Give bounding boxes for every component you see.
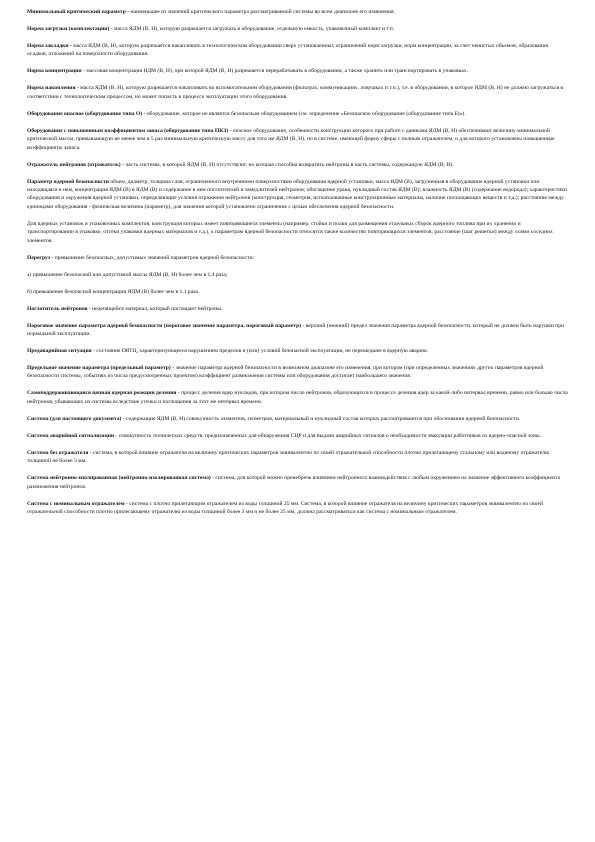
definition-text: - оборудование, которое не является безопасным оборудованием (см. определение «Безопасное оборудование (оборудование типа Б)»). [142,110,466,117]
definition-paragraph [27,305,568,313]
definition-term: Норма закладки [27,43,69,49]
definition-paragraph [27,67,568,75]
definition-term: Норма концентрации [27,68,82,75]
definition-text: - наименьшее из значений критического параметра рассматриваемой системы во всем диапазоне его изменения. [125,9,395,15]
definition-paragraph [27,110,568,118]
definition-paragraph [27,127,568,152]
definition-paragraph [27,25,568,33]
definition-paragraph [27,161,568,169]
definition-term: Предельное значение параметра (предельный параметр) [27,365,171,372]
definition-term: Оборудование опасное (оборудование типа О) [27,110,143,117]
definition-term: Система без отражателя [27,449,89,456]
definition-term: Система с номинальным отражателем [27,500,125,507]
definition-term: Самоподдерживающаяся цепная ядерная реакция деления [27,390,177,397]
definition-paragraph [27,474,568,491]
definition-text: - массовая концентрация ЯДМ (В, Н), при которой ЯДМ (В, Н) разрешается перерабатывать в оборудовании, а также хранить или транспортировать в упаковках. [81,68,468,75]
definition-text: - система, для которой можно пренебречь влиянием нейтронного взаимодействия с любым окружением на значение эффективного коэффициента размножения нейтронов. [27,475,560,490]
list-item [27,288,568,296]
definition-text: - процесс деления ядер нуклидов, при котором число нейтронов, образующихся в процессе деления ядер за какой-либо интервал времени, равно или больше числа нейтронов, убывающих из системы вследствие утечки и поглощения за этот же интервал времени. [27,390,568,405]
definition-term: Параметр ядерной безопасности [27,178,109,185]
definition-term: Норма загрузки (комплектации) [27,26,110,32]
definition-text: - недепящийся материал, который поглощает нейтроны. [87,305,223,312]
list-item [27,271,568,279]
definition-text: - верхний (нижний) предел значения параметра ядерной безопасности, который не должен быть нарушен при нормальной эксплуатации. [27,322,565,338]
definition-text: - масса ЯДМ (В, Н), которую разрешается накапливать во вспомогательном оборудовании (фильтрах, коммуникациях, ловушках и т.п.), т.е. в оборудовании, в которое ЯДМ (В, Н) не должно загружаться в соответствии с технологическим процессом, но может попасть в процессе эксплуатации этого оборудования. [27,85,564,100]
definition-text: - система, в которой влияние отражателя на величину критических параметров эквивалентно по своей отражательной способности плотно прилегающему стальному или водяному отражателю толщиной не более 3 мм. [27,449,550,465]
definition-text: - содержащие ЯДМ (В, Н) совокупность элементов, геометрия, материальный и нуклидный состав которых рассматриваются при обосновании ядерной безопасности. [121,415,521,422]
definition-text: - масса ЯДМ (В, Н), которую разрешается накапливать в технологическом оборудовании сверх установленных ограничений норм загрузки, норм концентрации, за счет пенистых объемов, образования осадков, отложений на поверхности оборудования. [27,43,549,58]
definition-term: Отражатель нейтронов (отражатель) [27,161,121,168]
definition-paragraph [27,322,568,339]
definition-paragraph [27,254,568,262]
definition-text: объем, диаметр, толщина слоя, ограниченного внутренними поверхностями оборудования ядерной установки, масса ЯДМ (В), загруженная в оборудование ядерной установки или находящаяся в нем, концентрация ЯДМ (В) в ЯДМ (В) и содержание в нем поглотителей и замедлителей нейтронов; обогащение урана, нуклидный состав ЯДМ (В); влажность ЯДМ (В) (содержание водорода); характеристики оборудования и окружения ядерной установки, определяющие условия отражения нейтронов (конструкция, геометрия, использованные конструкционные материалы, наличие поглощающих веществ и т.д.); расстояние между единицами оборудования - физическая величина (параметр), для значения которой установлено ограничение с целью обеспечения ядерной безопасности. [27,178,568,210]
definition-text: - состояние ОЯТЦ, характеризующееся нарушением пределов и (или) условий безопасной эксплуатации, не перешедшее в ядерную аварию. [91,348,429,355]
definition-paragraph [27,432,568,440]
definition-paragraph [27,415,568,423]
definition-paragraph [27,8,568,16]
definition-paragraph [27,347,568,355]
definition-term: Система (для настоящего документа) [27,415,122,422]
definition-term: Оборудование с повышенным коэффициентом запаса (оборудование типа ПКЗ) [27,127,229,134]
list-item-text: б) превышение безопасной концентрации ЯДМ (В) более чем в 1,1 раза. [27,288,200,295]
definition-text: - опасное оборудование, особенности конструкции которого при работе с данными ЯДМ (В, Н) обеспечивают величину минимальной критической массы, превышающую не менее чем в 5 раз минимальную критическую массу для того же ЯДМ (В, Н), но в системе, имеющей форму сферы с полным отражателем, и для которого установлены повышенные коэффициенты запаса. [27,127,555,151]
definition-paragraph [27,389,568,406]
definition-term: Минимальный критический параметр [27,9,126,15]
definition-term: Система аварийной сигнализации [27,432,115,439]
definition-text: - масса ЯДМ (В, Н), которую разрешается загружать в оборудование, отдельную емкость, упаковочный комплект и т.п. [109,26,395,32]
definition-term: Поглотитель нейтронов [27,305,88,312]
definition-text: - превышение безопасных, допустимых значений параметров ядерной безопасности: [50,254,255,261]
definition-term: Предаварийная ситуация [27,348,92,355]
definition-paragraph [27,500,568,517]
definition-paragraph [27,449,568,466]
definition-text: - часть системы, в которой ЯДМ (В, Н) отсутствуют, но которая способна возвратить нейтроны в часть системы, содержащую ЯДМ (В, Н). [120,161,454,168]
definition-text: - система с плотно прилегающим отражателем из воды толщиной 25 мм. Система, в которой влияние отражателя на величину критических параметров эквивалентно по своей отражательной способности плотно прилегающему отражателю из воды толщиной более 3 мм и не более 25 мм, должна рассматриваться как система с номинальным отражателем. [27,500,543,516]
definition-text: - совокупность технических средств, предназначенных для обнаружения СЦР и для выдачи аварийных сигналов о необходимости эвакуации работников из ядерно-опасной зоны. [114,432,542,439]
definition-term: Пороговое значение параметра ядерной безопасности (пороговое значение параметра, пороговый параметр) [27,322,302,329]
list-item-text: а) превышение безопасной или допустимой массы ЯДМ (В, Н) более чем в 1,4 раза; [27,271,228,278]
definition-paragraph [27,84,568,101]
definition-term: Норма накопления [27,85,76,92]
definition-term: Перегруз [27,254,51,261]
definition-paragraph [27,42,568,59]
definition-text: - значение параметра ядерной безопасности в возможном диапазоне его изменения, при котором (при определенных значениях других параметров ядерной безопасности системы, событиях из числа предусмотренных проектом) коэффициент размножения системы или оборудования достигает наибольшего значения. [27,365,544,380]
definition-paragraph [27,364,568,381]
definition-paragraph [27,178,568,212]
body-paragraph [27,220,568,245]
body-text: Для ядерных установок и упаковочных комплектов, конструкция которых имеет повторяющиеся элементы (например, стойки и полки для размещения отдельных сборок ядерного топлива при их хранении и транспортировании в упаковке, отсеки упаковки ядерных материалов и т.д.), к параметрам ядерной безопасности относятся также количество повторяющихся элементов; расстояние (шаг решетки) между осями соседних элементов. [27,220,553,244]
definition-term: Система нейтронно-изолированная (нейтронно-изолированная система) [27,475,211,482]
